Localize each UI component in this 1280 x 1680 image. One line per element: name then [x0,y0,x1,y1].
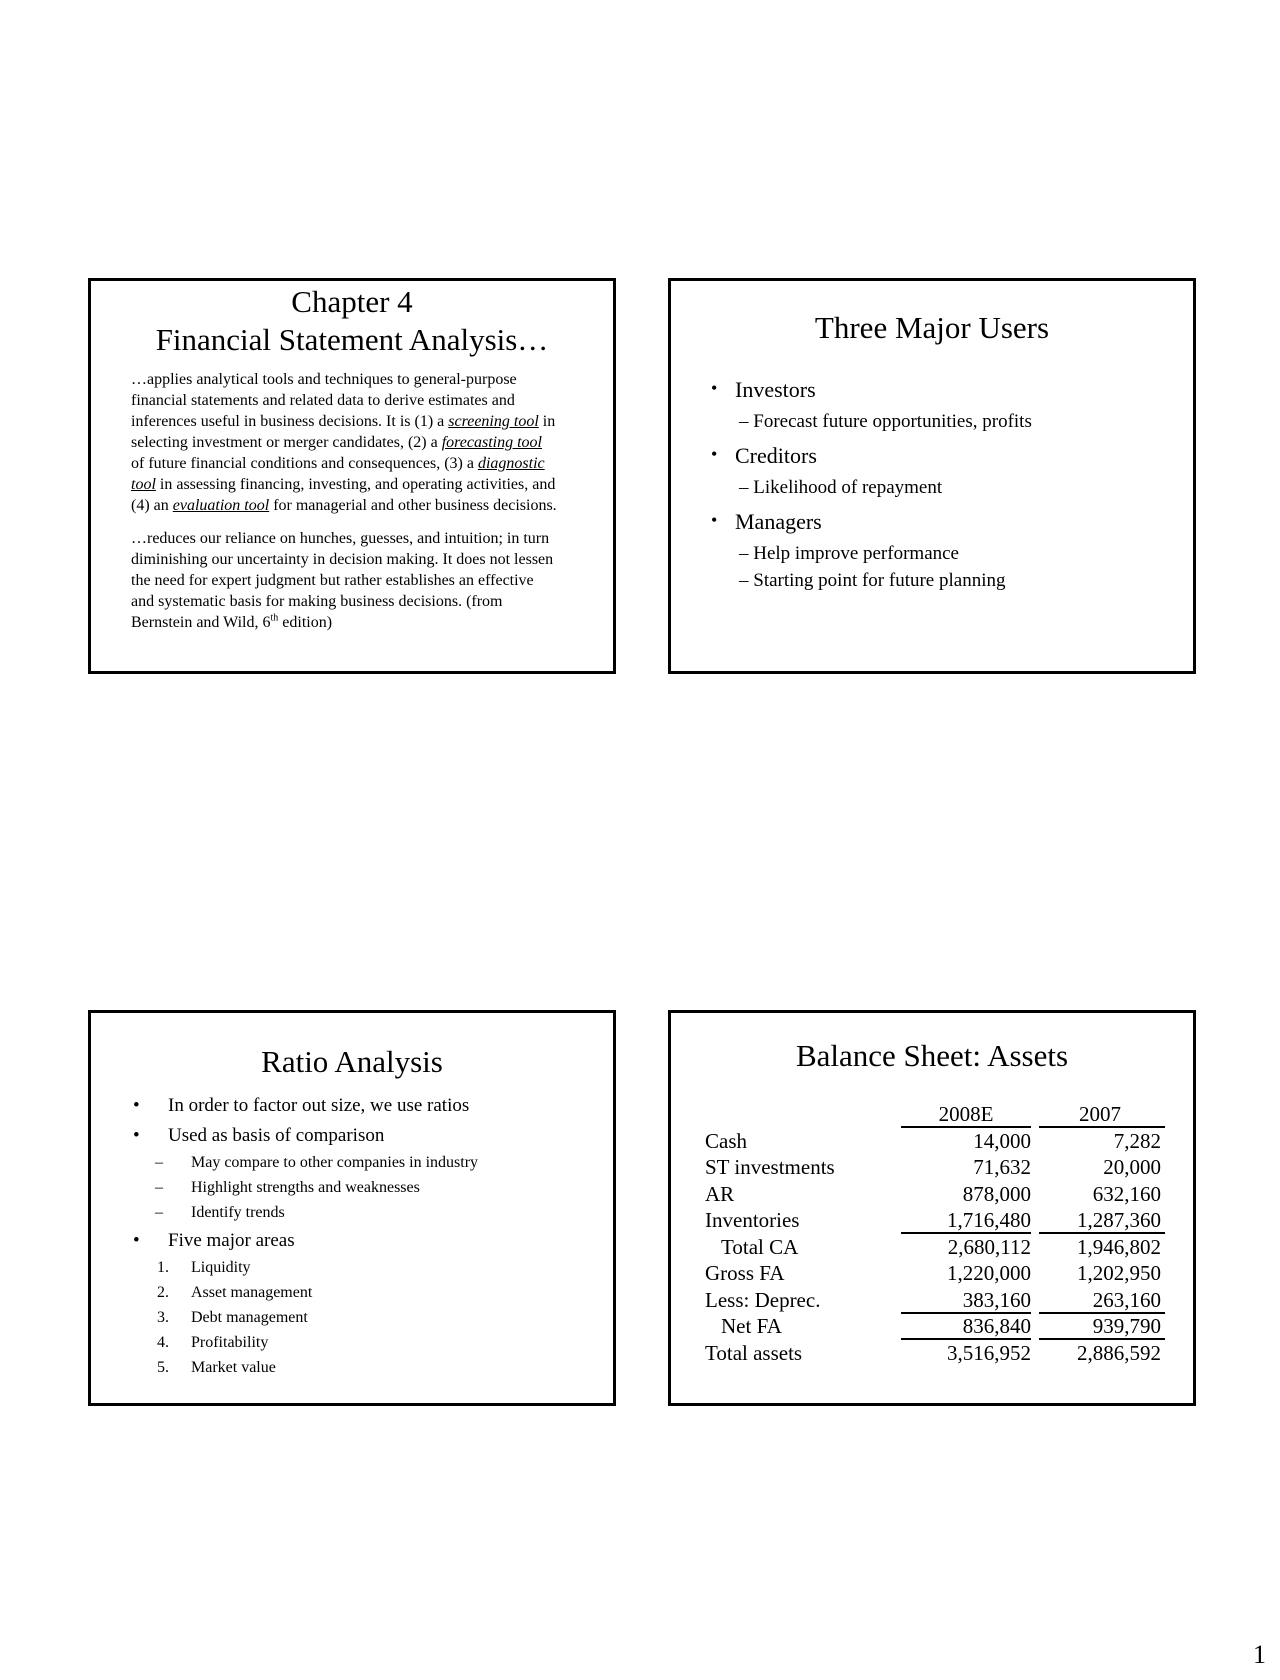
item-label: Market value [191,1359,276,1376]
sub-bullet-label: Highlight strengths and weaknesses [191,1179,420,1196]
table-header-row [705,1101,1165,1128]
text-run: edition) [278,614,333,631]
value-2007: 263,160 [1092,1287,1161,1312]
bullet-label: Five major areas [168,1230,295,1251]
value-2008e: 383,160 [962,1287,1031,1312]
text-run: in assessing financing, investing, and operating activities, and (4) an [131,476,556,514]
item-label: Liquidity [191,1259,251,1276]
row-label: AR [705,1181,735,1206]
sub-bullet [133,1178,613,1197]
value-2008e: 14,000 [973,1128,1031,1153]
bullet-managers [711,509,1193,535]
dash-icon: – [739,477,749,498]
slide-ratio-analysis [88,1010,616,1406]
bullet-factor-out-size [133,1095,613,1117]
slide-chapter-4 [88,278,616,674]
value-2008e: 1,220,000 [947,1261,1031,1285]
sub-bullet [711,411,1193,433]
row-label: Less: Deprec. [705,1287,821,1312]
sub-bullet [133,1153,613,1172]
sub-bullet-label: Starting point for future planning [753,570,1006,591]
table-row [705,1287,1165,1314]
term-forecasting-tool: forecasting tool [441,434,542,451]
item-label: Debt management [191,1309,308,1326]
item-number: 3. [157,1309,169,1326]
bullet-icon: • [133,1095,140,1116]
slide-three-major-users [668,278,1196,674]
term-evaluation-tool: evaluation tool [172,497,270,514]
dash-icon: – [739,543,749,564]
table-row [705,1260,1165,1287]
item-number: 5. [157,1359,169,1376]
sub-bullet-label: May compare to other companies in industry [191,1154,479,1171]
table-row [705,1207,1165,1234]
row-label: Inventories [705,1208,800,1232]
slide-title: Balance Sheet: Assets [795,1038,1069,1073]
column-header-2007: 2007 [1079,1102,1121,1126]
dash-icon: – [155,1154,163,1171]
sub-bullet [711,477,1193,499]
value-2008e: 3,516,952 [947,1340,1031,1365]
text-run: of future financial conditions and consequences, (3) a [131,455,478,472]
table-row [705,1181,1165,1208]
text-run: …reduces our reliance on hunches, guesses, and intuition; in turn diminishing our uncertainty in decision making. It does not lessen the need for expert judgment but rather establishes an effective and systematic basis for making business decisions. (from Bernstein and Wild, 6 [131,530,554,631]
item-label: Asset management [191,1284,313,1301]
superscript: th [270,612,279,624]
slide-title: Three Major Users [814,310,1050,345]
dash-icon: – [155,1204,163,1221]
value-2008e: 878,000 [962,1181,1031,1206]
bullet-icon: • [711,510,718,530]
item-number: 4. [157,1334,169,1351]
table-row-subtotal [705,1313,1165,1340]
dash-icon: – [155,1179,163,1196]
bullet-icon: • [711,378,718,398]
row-label: Total assets [705,1340,803,1365]
row-label: Total CA [721,1234,799,1259]
value-2007: 2,886,592 [1077,1340,1161,1365]
item-number: 1. [157,1259,169,1276]
item-label: Profitability [191,1334,269,1351]
term-screening-tool: screening tool [448,413,539,430]
dash-icon: – [739,411,749,432]
table-row-total [705,1340,1165,1367]
bullet-label: In order to factor out size, we use ratios [168,1095,470,1116]
bullet-label: Used as basis of comparison [168,1125,385,1146]
slide-title [91,281,613,359]
value-2008e: 2,680,112 [947,1234,1031,1259]
item-number: 2. [157,1284,169,1301]
slide-balance-sheet-assets [668,1010,1196,1406]
bullet-five-major-areas [133,1230,613,1252]
title-line-1: Chapter 4 [291,284,413,319]
numbered-item [133,1358,613,1377]
bullet-basis-of-comparison [133,1125,613,1147]
bullet-list [133,1095,613,1377]
value-2007: 632,160 [1092,1181,1161,1206]
sub-bullet [133,1203,613,1222]
row-label: ST investments [705,1155,835,1179]
sub-bullet-label: Forecast future opportunities, profits [753,411,1032,432]
sub-bullet-label: Help improve performance [753,543,959,564]
value-2008e: 71,632 [973,1155,1031,1179]
balance-sheet-table [705,1101,1165,1366]
value-2007: 1,946,802 [1077,1234,1161,1259]
numbered-item [133,1283,613,1302]
text-run: for managerial and other business decisions. [269,497,557,514]
bullet-label: Investors [735,377,816,402]
value-2007: 1,287,360 [1077,1208,1161,1232]
bullet-icon: • [133,1125,140,1146]
value-2008e: 836,840 [962,1314,1031,1338]
column-header-2008e: 2008E [938,1102,994,1126]
term-diagnostic-tool: diagnostic tool [131,455,545,493]
paragraph-applies [131,369,557,516]
text-run: in selecting investment or merger candidates, (2) a [131,413,556,451]
numbered-item [133,1258,613,1277]
row-label: Net FA [721,1314,782,1338]
paragraph-reduces [131,528,557,633]
bullet-icon: • [133,1230,140,1251]
row-label: Cash [705,1128,747,1153]
table-row-subtotal [705,1234,1165,1261]
slide-title: Ratio Analysis [261,1044,443,1079]
bullet-investors [711,377,1193,403]
bullet-label: Creditors [735,443,817,468]
bullet-list [711,377,1193,592]
sub-bullet-label: Likelihood of repayment [753,477,943,498]
value-2007: 20,000 [1103,1155,1161,1179]
sub-bullet [711,570,1193,592]
sub-bullet-label: Identify trends [191,1204,285,1221]
row-label: Gross FA [705,1261,785,1285]
value-2007: 939,790 [1092,1314,1161,1338]
table-row [705,1128,1165,1155]
table-row [705,1154,1165,1181]
text-run: …applies analytical tools and techniques to general-purpose financial statements and related data to derive estimates and inferences useful in business decisions. It is (1) a [131,371,517,430]
value-2007: 1,202,950 [1077,1261,1161,1285]
sub-bullet [711,543,1193,565]
dash-icon: – [739,570,749,591]
page-number: 1 [1253,1640,1266,1669]
value-2007: 7,282 [1113,1128,1161,1153]
numbered-item [133,1308,613,1327]
bullet-label: Managers [735,509,822,534]
bullet-creditors [711,443,1193,469]
value-2008e: 1,716,480 [947,1208,1031,1232]
bullet-icon: • [711,444,718,464]
title-line-2: Financial Statement Analysis… [155,322,549,357]
numbered-item [133,1333,613,1352]
